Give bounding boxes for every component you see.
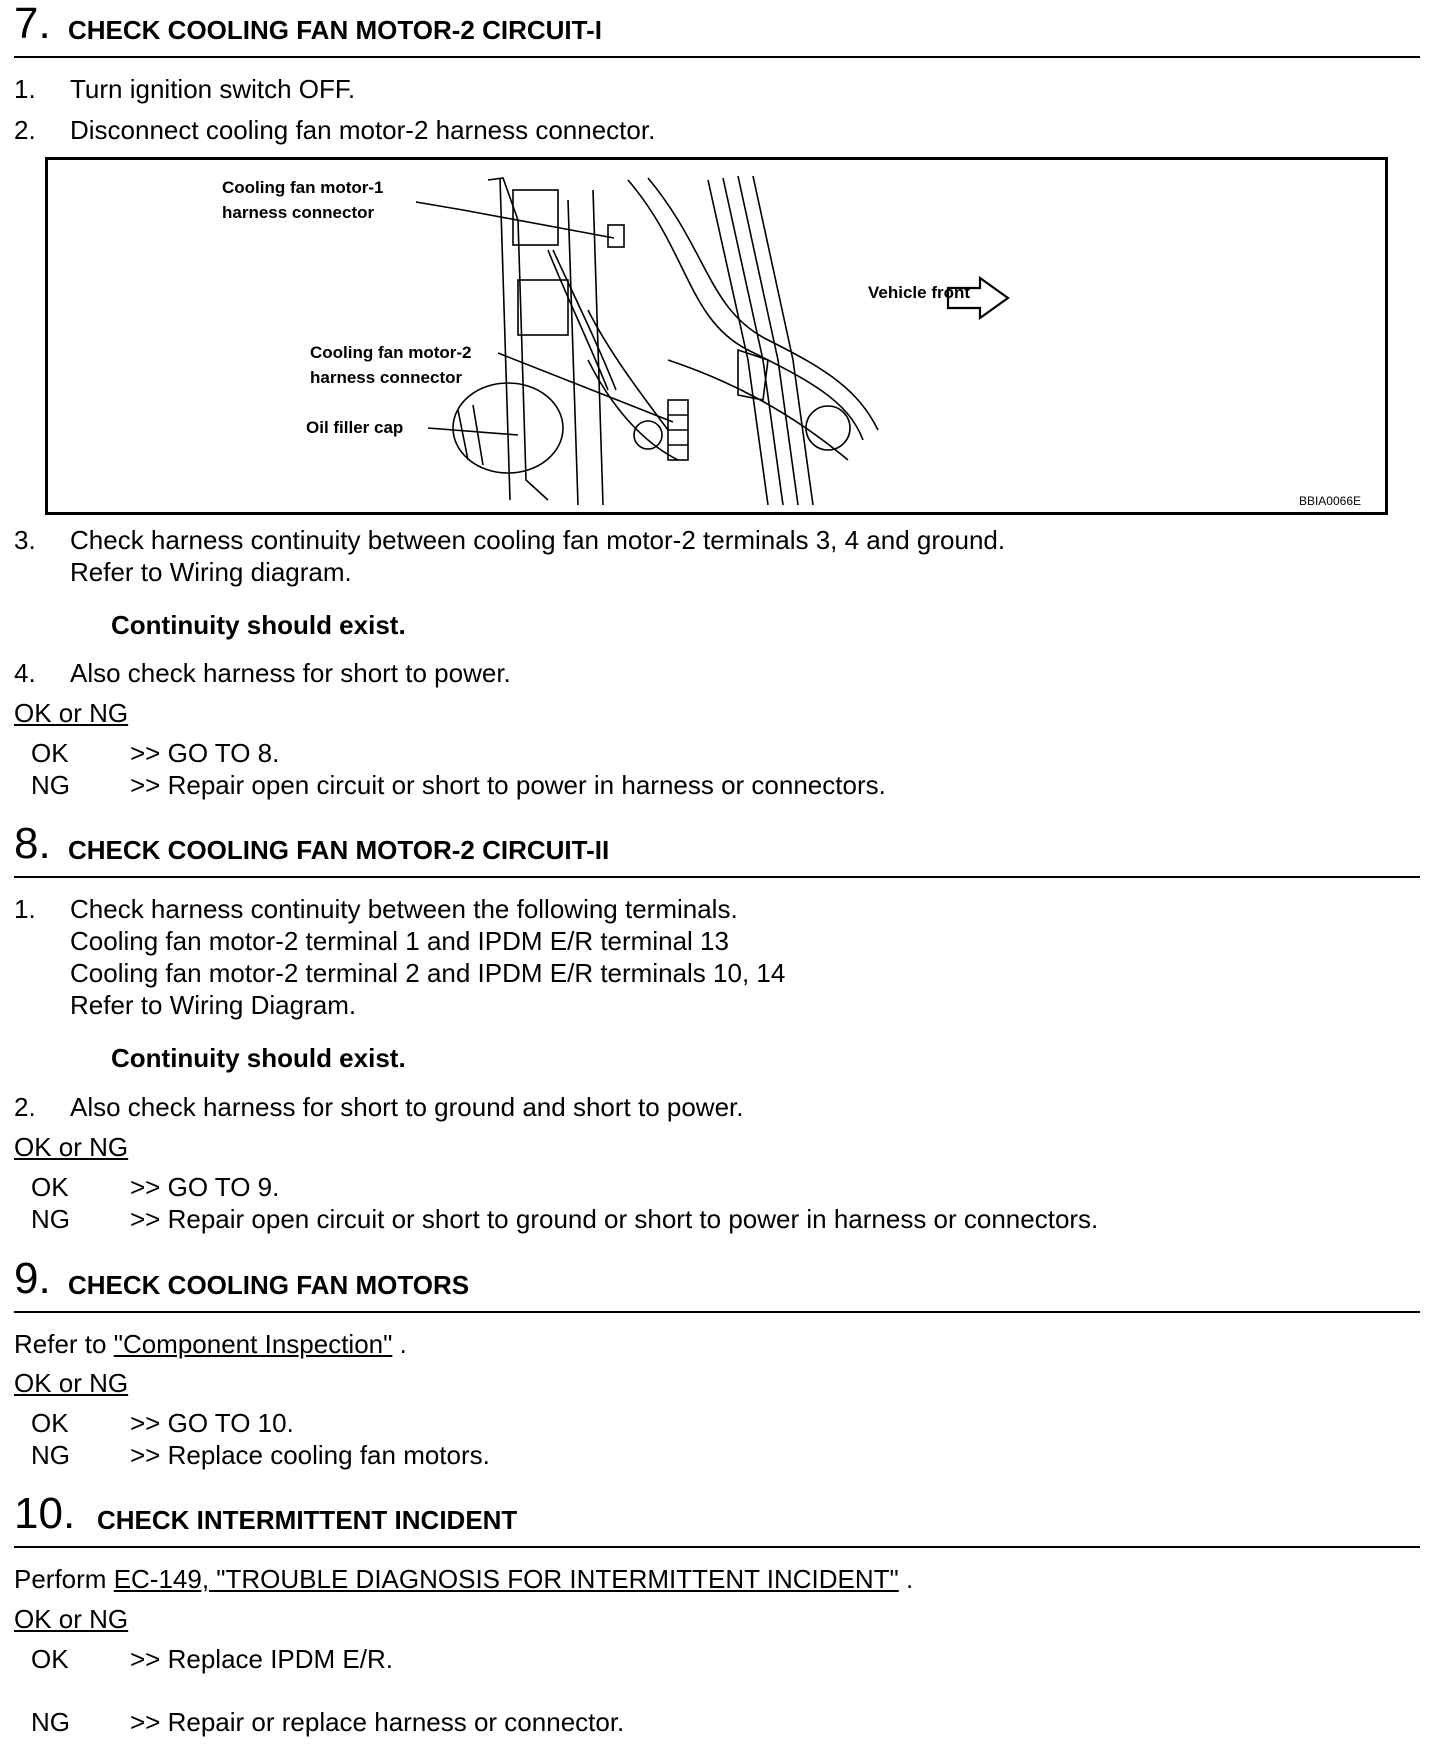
- step-10-number: 10.: [14, 1489, 76, 1538]
- step-10-perform-line: Perform EC-149, "TROUBLE DIAGNOSIS FOR INTERMITTENT INCIDENT" .: [14, 1564, 914, 1594]
- intermittent-incident-link[interactable]: EC-149, "TROUBLE DIAGNOSIS FOR INTERMITTENT INCIDENT": [113, 1564, 899, 1594]
- step-7-item-1-number: 1.: [14, 74, 36, 104]
- step-7-item-3-number: 3.: [14, 525, 36, 555]
- step-8-ng-code: NG: [31, 1204, 70, 1234]
- step-9-header: [14, 1255, 1420, 1313]
- step-8-title: CHECK COOLING FAN MOTOR-2 CIRCUIT-II: [68, 835, 610, 865]
- step-8-item-1-number: 1.: [14, 894, 36, 924]
- step-7-item-1-text: Turn ignition switch OFF.: [70, 74, 356, 104]
- step-8-number: 8.: [14, 819, 51, 868]
- step-10-ok-text: >> Replace IPDM E/R.: [130, 1644, 393, 1674]
- step-8-ng-text: >> Repair open circuit or short to ground or short to power in harness or connectors.: [130, 1204, 1099, 1234]
- step-7-ok-or-ng: OK or NG: [14, 698, 129, 728]
- step-9-ok-text: >> GO TO 10.: [130, 1408, 294, 1438]
- step-8-ok-code: OK: [31, 1172, 69, 1202]
- step-8-item-2-number: 2.: [14, 1092, 36, 1122]
- figure-label-oil-cap: Oil filler cap: [306, 418, 404, 437]
- step-9-ng-code: NG: [31, 1440, 70, 1470]
- step-7-item-2-number: 2.: [14, 115, 36, 145]
- step-10-ok-code: OK: [31, 1644, 69, 1674]
- step-10-title: CHECK INTERMITTENT INCIDENT: [97, 1505, 518, 1535]
- step-7-item-4-number: 4.: [14, 658, 36, 688]
- step-9-ng-text: >> Replace cooling fan motors.: [130, 1440, 490, 1470]
- step-7-ng-code: NG: [31, 770, 70, 800]
- step-10-ok-or-ng: OK or NG: [14, 1604, 129, 1634]
- step-8-item-2-text: Also check harness for short to ground and short to power.: [70, 1092, 744, 1122]
- step-7-item-3-text: Check harness continuity between cooling fan motor-2 terminals 3, 4 and ground. Refer to Wiring diagram.: [70, 525, 1006, 587]
- step-9-title: CHECK COOLING FAN MOTORS: [68, 1270, 470, 1300]
- step-7-item-4-text: Also check harness for short to power.: [70, 658, 511, 688]
- figure-label-vehicle-front: Vehicle front: [868, 283, 971, 302]
- component-inspection-link[interactable]: "Component Inspection": [113, 1329, 393, 1359]
- step-8-spec: Continuity should exist.: [111, 1043, 406, 1073]
- step-10-header: [14, 1490, 1420, 1548]
- step-9-ok-or-ng: OK or NG: [14, 1368, 129, 1398]
- harness-connector-figure: [45, 157, 1388, 515]
- step-8-header: [14, 820, 1420, 878]
- figure-label-motor1: Cooling fan motor-1 harness connector: [222, 178, 384, 222]
- step-10-ng-text: >> Repair or replace harness or connector.: [130, 1707, 625, 1737]
- step-7-number: 7.: [14, 0, 51, 48]
- step-9-ok-code: OK: [31, 1408, 69, 1438]
- step-9-refer-line: Refer to "Component Inspection" .: [14, 1329, 407, 1359]
- step-7-ok-code: OK: [31, 738, 69, 768]
- step-8-ok-or-ng: OK or NG: [14, 1132, 129, 1162]
- step-8-ok-text: >> GO TO 9.: [130, 1172, 280, 1202]
- figure-code: BBIA0066E: [1298, 494, 1361, 508]
- step-7-header: [14, 0, 1420, 58]
- step-9-number: 9.: [14, 1254, 51, 1303]
- step-7-ng-text: >> Repair open circuit or short to power in harness or connectors.: [130, 770, 886, 800]
- step-7-title: CHECK COOLING FAN MOTOR-2 CIRCUIT-I: [68, 15, 602, 45]
- step-8-item-1-text: Check harness continuity between the following terminals. Cooling fan motor-2 terminal 1 and IPDM E/R terminal 13 Cooling fan motor-2 terminal 2 and IPDM E/R terminals 10, 14 Refer to Wiring Diagram.: [70, 894, 786, 1020]
- step-7-spec: Continuity should exist.: [111, 610, 406, 640]
- step-10-ng-code: NG: [31, 1707, 70, 1737]
- step-7-item-2-text: Disconnect cooling fan motor-2 harness connector.: [70, 115, 656, 145]
- figure-label-motor2: Cooling fan motor-2 harness connector: [310, 343, 472, 387]
- step-7-ok-text: >> GO TO 8.: [130, 738, 280, 768]
